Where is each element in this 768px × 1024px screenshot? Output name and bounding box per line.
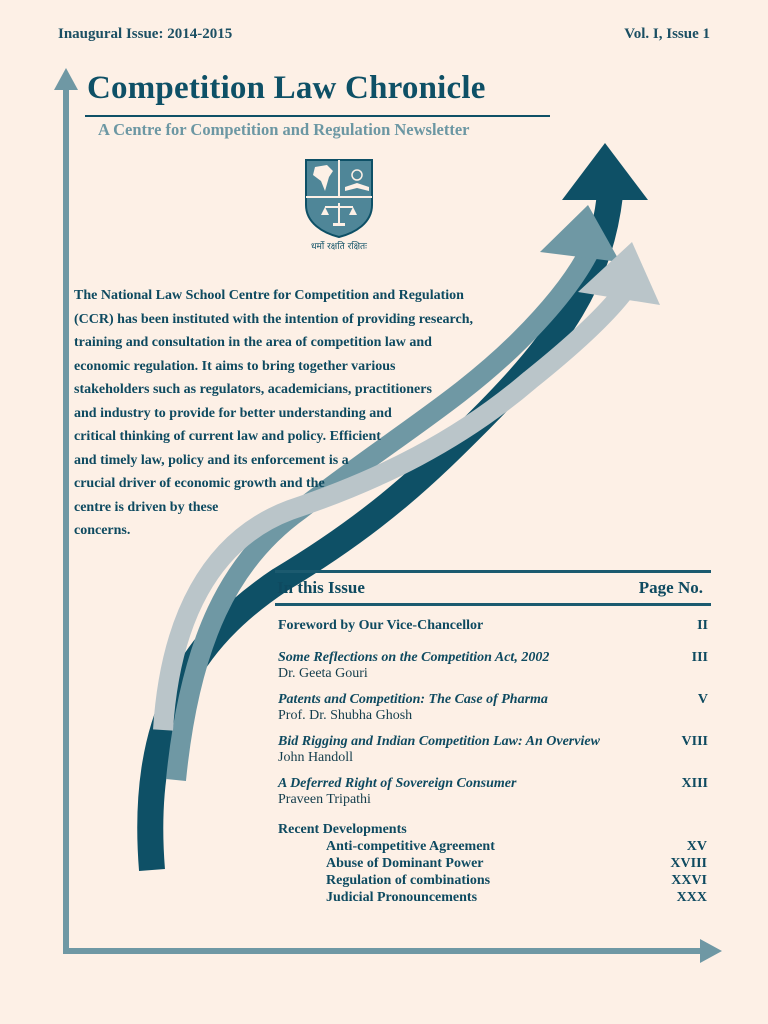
toc-entry-page: V <box>697 692 708 707</box>
toc-entry-title[interactable]: Bid Rigging and Indian Competition Law: An Overview <box>278 734 600 749</box>
recent-item[interactable] <box>275 855 711 872</box>
recent-item[interactable] <box>275 889 711 906</box>
toc-entry-title[interactable]: Some Reflections on the Competition Act, 2002 <box>278 650 550 665</box>
intro-line: (CCR) has been instituted with the intention of providing research, <box>74 311 474 327</box>
recent-developments <box>275 822 711 906</box>
recent-item-title[interactable]: Abuse of Dominant Power <box>326 856 484 871</box>
toc-page-heading: Page No. <box>638 578 703 597</box>
intro-line: training and consultation in the area of competition law and <box>74 335 432 350</box>
intro-line: stakeholders such as regulators, academicians, practitioners <box>74 382 432 397</box>
title-underline <box>85 115 550 117</box>
y-axis-line <box>63 88 69 954</box>
y-axis-arrowhead <box>54 68 78 90</box>
recent-item-title[interactable]: Anti-competitive Agreement <box>326 839 495 854</box>
recent-item[interactable] <box>275 838 711 855</box>
recent-item-page: XXVI <box>671 873 707 888</box>
intro-line: centre is driven by these <box>74 499 219 515</box>
intro-line: and industry to provide for better understanding and <box>74 405 392 421</box>
toc-entry-page: VIII <box>681 734 708 749</box>
toc-entry[interactable] <box>275 776 711 808</box>
table-of-contents <box>275 570 711 906</box>
toc-entry-page: III <box>691 650 708 665</box>
toc-entry-author: Dr. Geeta Gouri <box>278 666 368 681</box>
volume-label: Vol. I, Issue 1 <box>624 26 710 42</box>
toc-entry-title[interactable]: Foreword by Our Vice-Chancellor <box>278 618 484 633</box>
newsletter-title: Competition Law Chronicle <box>87 70 486 106</box>
emblem-motto: धर्मो रक्षति रक्षितः <box>311 242 367 252</box>
recent-item[interactable] <box>275 872 711 889</box>
toc-entry[interactable] <box>275 692 711 724</box>
recent-item-page: XV <box>686 839 707 854</box>
intro-line: critical thinking of current law and policy. Efficient <box>74 429 381 444</box>
intro-paragraph <box>74 284 544 543</box>
toc-entry-title[interactable]: Patents and Competition: The Case of Pharma <box>278 692 548 707</box>
intro-line: crucial driver of economic growth and the <box>74 476 325 491</box>
recent-item-page: XVIII <box>670 856 707 871</box>
toc-entry[interactable] <box>275 650 711 682</box>
recent-item-title[interactable]: Regulation of combinations <box>326 873 491 888</box>
nls-emblem-icon <box>303 157 375 253</box>
toc-heading: In this Issue <box>277 578 365 597</box>
toc-entry-title[interactable]: A Deferred Right of Sovereign Consumer <box>278 776 517 791</box>
toc-header <box>275 573 711 603</box>
x-axis-line <box>63 948 703 954</box>
toc-entry[interactable] <box>275 734 711 766</box>
toc-entry-author: Prof. Dr. Shubha Ghosh <box>278 708 413 723</box>
recent-item-title[interactable]: Judicial Pronouncements <box>326 890 478 905</box>
newsletter-subtitle: A Centre for Competition and Regulation Newsletter <box>98 120 470 139</box>
toc-entry[interactable] <box>275 618 711 634</box>
intro-line: and timely law, policy and its enforcement is a <box>74 452 349 468</box>
recent-developments-title: Recent Developments <box>278 822 407 837</box>
intro-line: concerns. <box>74 523 131 538</box>
toc-header-rule <box>275 603 711 606</box>
toc-entry-author: Praveen Tripathi <box>278 792 371 807</box>
recent-item-page: XXX <box>676 890 707 905</box>
intro-line: The National Law School Centre for Competition and Regulation <box>74 288 464 303</box>
toc-entry-page: II <box>697 618 708 633</box>
toc-entry-page: XIII <box>681 776 708 791</box>
intro-line: economic regulation. It aims to bring together various <box>74 358 396 374</box>
issue-label: Inaugural Issue: 2014-2015 <box>58 26 233 42</box>
toc-entry-author: John Handoll <box>278 750 354 765</box>
x-axis-arrowhead <box>700 939 722 963</box>
